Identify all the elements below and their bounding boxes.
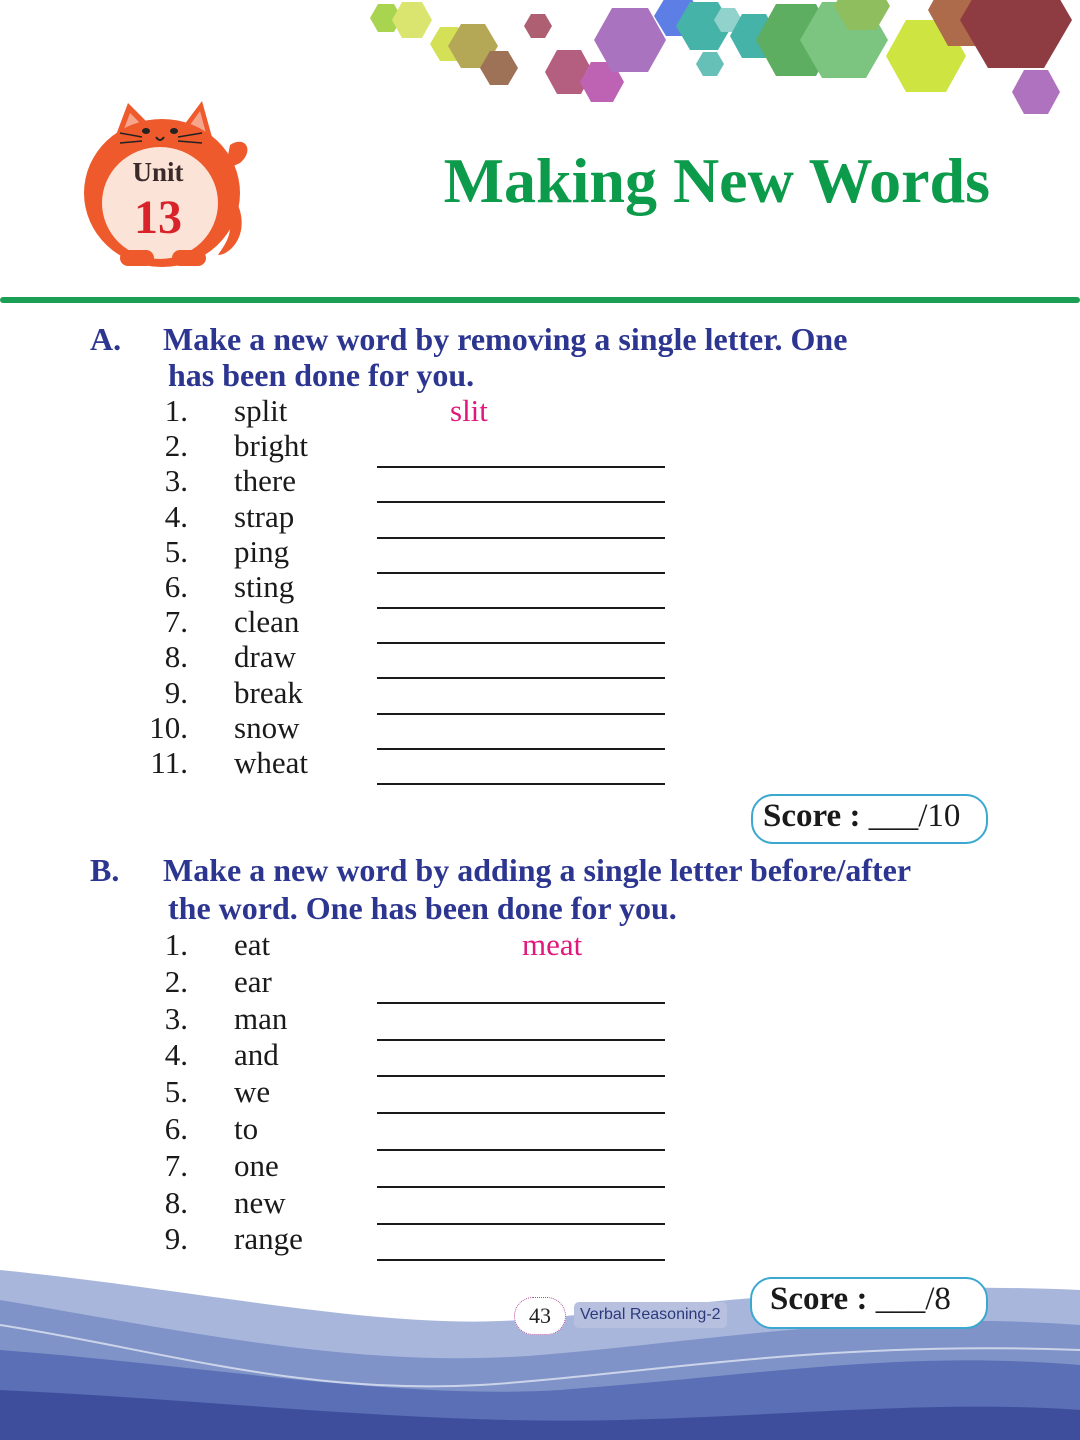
answer-blank[interactable] bbox=[377, 1112, 665, 1114]
item-number: 5. bbox=[164, 533, 188, 569]
answer-blank[interactable] bbox=[377, 1259, 665, 1261]
answer-blank[interactable] bbox=[377, 783, 665, 785]
item-word: strap bbox=[234, 498, 295, 534]
section-a-letter: A. bbox=[90, 321, 122, 357]
answer-blank[interactable] bbox=[377, 607, 665, 609]
item-word: there bbox=[234, 463, 296, 499]
header-divider bbox=[0, 297, 1080, 303]
item-word: bright bbox=[234, 428, 309, 464]
answer-blank[interactable] bbox=[377, 1149, 665, 1151]
page-title: Making New Words bbox=[443, 145, 990, 216]
answer-blank[interactable] bbox=[377, 748, 665, 750]
item-number: 1. bbox=[164, 393, 188, 428]
item-number: 6. bbox=[164, 569, 188, 604]
item-number: 4. bbox=[164, 498, 188, 534]
answer-blank[interactable] bbox=[377, 677, 665, 679]
answer-blank[interactable] bbox=[377, 1223, 665, 1225]
section-b-score-box bbox=[750, 1277, 988, 1329]
item-word: and bbox=[234, 1037, 279, 1073]
unit-number: 13 bbox=[134, 191, 182, 244]
section-b-instruction-line1: Make a new word by adding a single letter before/after bbox=[163, 852, 912, 888]
item-number: 7. bbox=[164, 604, 188, 640]
answer-blank[interactable] bbox=[377, 1039, 665, 1041]
section-b-letter: B. bbox=[90, 852, 120, 888]
item-word: ear bbox=[234, 963, 272, 999]
item-number: 1. bbox=[164, 927, 188, 962]
answer-blank[interactable] bbox=[377, 1002, 665, 1004]
item-number: 2. bbox=[164, 428, 188, 464]
unit-label: Unit bbox=[132, 157, 184, 187]
item-word: range bbox=[234, 1221, 303, 1257]
item-word: wheat bbox=[234, 745, 309, 780]
item-number: 9. bbox=[164, 674, 188, 710]
item-word: man bbox=[234, 1000, 288, 1036]
section-b-score-total: ___/8 bbox=[875, 1281, 951, 1317]
section-b-score-label: Score : bbox=[770, 1281, 868, 1317]
item-word: new bbox=[234, 1184, 286, 1220]
item-word: one bbox=[234, 1147, 279, 1183]
answer-blank[interactable] bbox=[377, 713, 665, 715]
item-word: split bbox=[234, 393, 288, 428]
answer-blank[interactable] bbox=[377, 537, 665, 539]
item-number: 11. bbox=[150, 745, 188, 780]
item-number: 6. bbox=[164, 1111, 188, 1146]
book-title-label: Verbal Reasoning-2 bbox=[574, 1302, 727, 1328]
item-word: sting bbox=[234, 569, 295, 604]
item-number: 4. bbox=[164, 1037, 188, 1073]
item-word: break bbox=[234, 674, 303, 710]
item-word: draw bbox=[234, 639, 296, 675]
section-a-score-box bbox=[751, 794, 988, 844]
answer-blank[interactable] bbox=[377, 466, 665, 468]
item-word: ping bbox=[234, 533, 290, 569]
item-number: 9. bbox=[164, 1221, 188, 1257]
item-word: to bbox=[234, 1111, 259, 1146]
answer-blank[interactable] bbox=[377, 642, 665, 644]
item-number: 8. bbox=[164, 639, 188, 675]
page-number: 43 bbox=[514, 1297, 566, 1335]
answer-blank[interactable] bbox=[377, 572, 665, 574]
item-number: 3. bbox=[164, 463, 188, 499]
section-b-instruction-line2: the word. One has been done for you. bbox=[168, 890, 677, 926]
section-a-instruction-line1: Make a new word by removing a single letter. One bbox=[163, 321, 848, 357]
answer-blank[interactable] bbox=[377, 501, 665, 503]
section-a-instruction-line2: has been done for you. bbox=[168, 357, 475, 393]
section-a-score-label: Score : bbox=[763, 798, 861, 834]
item-word: snow bbox=[234, 709, 300, 745]
section-a-score-total: ___/10 bbox=[868, 798, 961, 834]
answer-blank[interactable] bbox=[377, 1186, 665, 1188]
item-number: 2. bbox=[164, 963, 188, 999]
item-number: 10. bbox=[149, 709, 188, 745]
item-number: 7. bbox=[164, 1147, 188, 1183]
item-word: we bbox=[234, 1074, 271, 1110]
item-number: 5. bbox=[164, 1074, 188, 1110]
item-word: clean bbox=[234, 604, 300, 640]
item-word: eat bbox=[234, 927, 271, 962]
example-answer: slit bbox=[450, 393, 488, 428]
answer-blank[interactable] bbox=[377, 1075, 665, 1077]
item-number: 8. bbox=[164, 1184, 188, 1220]
example-answer: meat bbox=[522, 927, 583, 962]
item-number: 3. bbox=[164, 1000, 188, 1036]
